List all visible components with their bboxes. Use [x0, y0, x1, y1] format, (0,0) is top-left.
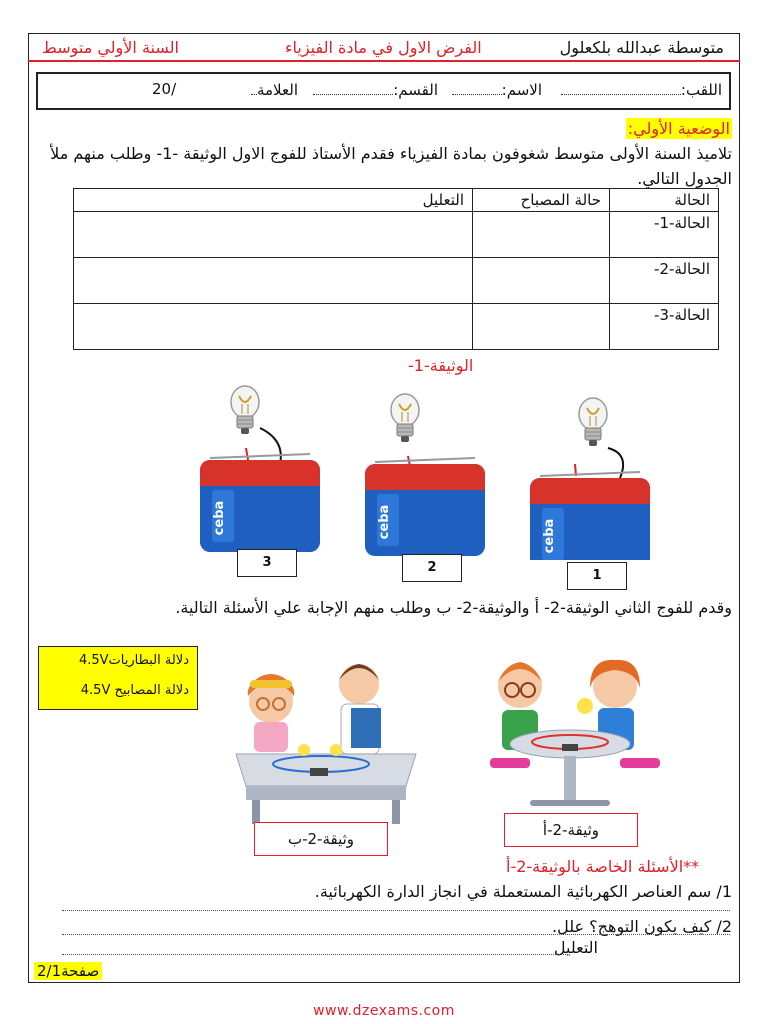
document-2b-caption: وثيقة-2-ب — [254, 822, 388, 856]
table-header: الحالة — [610, 189, 719, 212]
situation-intro: تلاميذ السنة الأولى متوسط شغوفون بمادة الفيزياء فقدم الأستاذ للفوج الاول الوثيقة -1- وطلب منهم ملأ الجدول التالي. — [50, 144, 732, 188]
answer-line-2[interactable] — [62, 934, 730, 935]
label-box-2: 2 — [402, 554, 462, 582]
name-field[interactable] — [452, 80, 542, 99]
surname-field[interactable] — [561, 80, 722, 99]
name-label: الاسم: — [501, 81, 542, 99]
questions-title: **الأسئلة الخاصة بالوثيقة-2-أ — [506, 857, 700, 876]
table-header: التعليل — [74, 189, 473, 212]
justification-cell[interactable] — [74, 258, 473, 304]
wire-3 — [260, 428, 281, 464]
school-name: متوسطة عبدالله بلكعلول — [559, 38, 724, 57]
table-row-label: الحالة-2- — [610, 258, 719, 304]
answer-line-1[interactable] — [62, 910, 730, 911]
situation-title: الوضعية الأولي: — [627, 119, 730, 138]
document-1-title: الوثيقة-1- — [408, 356, 474, 375]
justification-cell[interactable] — [74, 304, 473, 350]
table-row — [74, 212, 719, 258]
justification-cell[interactable] — [74, 212, 473, 258]
mark-total: 20/ — [152, 80, 177, 98]
doc1-illustration: ceba — [190, 380, 660, 560]
mark-label: العلامة — [256, 81, 298, 99]
footer-link[interactable]: www.dzexams.com — [313, 1003, 455, 1019]
table-row — [74, 304, 719, 350]
battery-indication: دلالة البطاريات4.5V — [78, 653, 189, 668]
lamp-state-cell[interactable] — [473, 258, 610, 304]
lamp-indication: دلالة المصابيح 4.5V — [80, 683, 189, 698]
group2-instruction: وقدم للفوج الثاني الوثيقة-2- أ والوثيقة-2- ب وطلب منهم الإجابة علي الأسئلة التالية. — [175, 598, 732, 617]
document-2b-illustration — [226, 646, 426, 826]
indications-box — [38, 646, 198, 710]
question-1: 1/ سم العناصر الكهربائية المستعملة في انجاز الدارة الكهربائية. — [314, 882, 732, 901]
bulb-2-icon — [391, 394, 419, 442]
section-field[interactable] — [313, 80, 438, 99]
table-row-label: الحالة-3- — [610, 304, 719, 350]
justification-line[interactable] — [62, 954, 568, 955]
justification-label: التعليل — [553, 938, 598, 957]
exam-title: الفرض الاول في مادة الفيزياء — [285, 38, 482, 57]
battery-3-icon — [200, 454, 320, 552]
answer-table — [73, 188, 719, 350]
section-label: القسم: — [393, 81, 438, 99]
document-2a-illustration — [470, 646, 670, 816]
bulb-1-icon — [579, 398, 607, 446]
table-row — [74, 258, 719, 304]
header-divider — [28, 60, 740, 62]
mark-field[interactable] — [251, 80, 298, 99]
label-box-3: 3 — [237, 549, 297, 577]
label-box-1: 1 — [567, 562, 627, 590]
question-2: 2/ كيف يكون التوهج؟ علل. — [552, 917, 732, 936]
battery-2-icon — [365, 458, 485, 556]
grade-label: السنة الأولي متوسط — [42, 38, 179, 57]
bulb-3-icon — [231, 386, 259, 434]
table-header-row — [74, 189, 719, 212]
page-number: صفحة2/1 — [34, 962, 102, 980]
lamp-state-cell[interactable] — [473, 212, 610, 258]
document-2a-caption: وثيقة-2-أ — [504, 813, 638, 847]
battery-1-icon — [530, 472, 650, 560]
surname-label: اللقب: — [680, 81, 722, 99]
table-header: حالة المصباح — [473, 189, 610, 212]
lamp-state-cell[interactable] — [473, 304, 610, 350]
table-row-label: الحالة-1- — [610, 212, 719, 258]
